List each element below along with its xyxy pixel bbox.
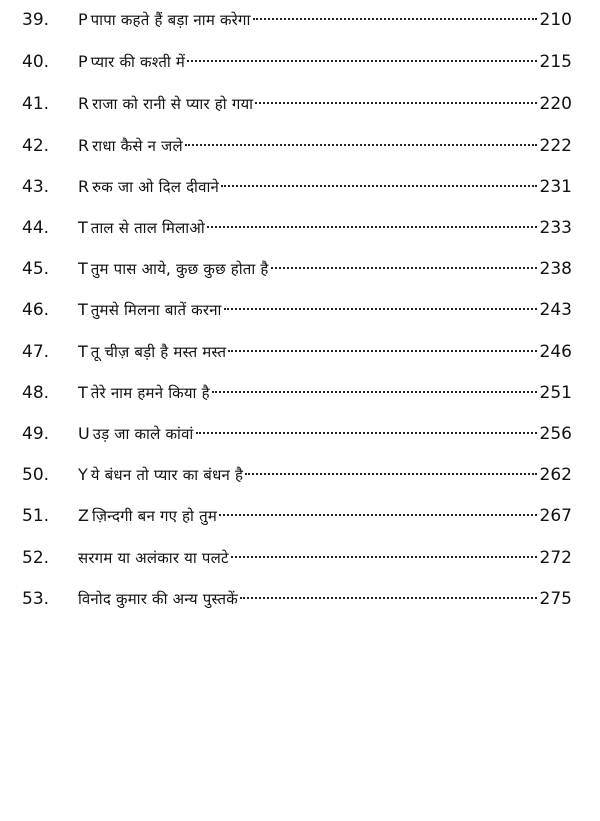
entry-number: 40. [22,52,50,72]
entry-title: तू चीज़ बड़ी है मस्त मस्त [90,343,227,361]
entry-title: ये बंधन तो प्यार का बंधन है [90,466,244,484]
toc-entry [78,503,572,529]
entry-title: तेरे नाम हमने किया है [90,384,210,402]
entry-number: 48. [22,383,50,403]
entry-title: ताल से ताल मिलाओ [90,219,205,237]
toc-row [0,380,600,406]
entry-page-number: 231 [539,177,572,197]
entry-title: विनोद कुमार की अन्य पुस्तकें [78,590,238,608]
entry-page-number: 210 [539,10,572,30]
toc-row [0,421,600,447]
entry-page-number: 246 [539,342,572,362]
toc-entry [78,215,572,241]
dot-leader [196,432,537,434]
toc-entry [78,174,572,200]
entry-page-number: 233 [539,218,572,238]
dot-leader [228,350,536,352]
entry-number: 44. [22,218,50,238]
toc-row [0,462,600,488]
entry-letter: T [78,342,88,361]
entry-page-number: 272 [539,548,572,568]
entry-number: 46. [22,300,50,320]
entry-letter: Z [78,506,89,525]
entry-title: राधा कैसे न जले [92,137,183,155]
entry-number: 41. [22,94,50,114]
entry-number: 52. [22,548,50,568]
entry-number: 47. [22,342,50,362]
entry-title: तुम पास आये, कुछ कुछ होता है [90,260,269,278]
dot-leader [207,226,537,228]
entry-number: 45. [22,259,50,279]
toc-entry [78,91,572,117]
entry-title: पापा कहते हैं बड़ा नाम करेगा [90,11,251,29]
toc-row [0,91,600,117]
entry-page-number: 243 [539,300,572,320]
entry-page-number: 220 [539,94,572,114]
entry-number: 53. [22,589,50,609]
entry-letter: Y [78,465,88,484]
entry-letter: R [78,94,90,113]
toc-entry [78,421,572,447]
dot-leader [245,473,536,475]
toc-entry [78,133,572,159]
entry-number: 42. [22,136,50,156]
toc-entry [78,380,572,406]
entry-letter: R [78,177,90,196]
toc-entry [78,545,572,571]
toc-row [0,49,600,75]
entry-page-number: 267 [539,506,572,526]
toc-row [0,7,600,33]
entry-number: 50. [22,465,50,485]
entry-page-number: 251 [539,383,572,403]
entry-title: उड़ जा काले कांवां [92,425,194,443]
dot-leader [231,556,537,558]
toc-entry [78,7,572,33]
entry-letter: P [78,52,88,71]
dot-leader [212,391,537,393]
toc-row [0,133,600,159]
toc-entry [78,339,572,365]
entry-letter: U [78,424,90,443]
entry-page-number: 238 [539,259,572,279]
entry-letter: T [78,383,88,402]
dot-leader [224,308,537,310]
toc-row [0,174,600,200]
entry-number: 51. [22,506,50,526]
toc-row [0,586,600,612]
toc-entry [78,462,572,488]
toc-entry [78,586,572,612]
entry-letter: T [78,300,88,319]
entry-letter: T [78,218,88,237]
entry-page-number: 256 [539,424,572,444]
entry-number: 39. [22,10,50,30]
entry-title: ज़िन्दगी बन गए हो तुम [91,507,217,525]
dot-leader [255,102,536,104]
toc-entry [78,297,572,323]
entry-letter: T [78,259,88,278]
toc-row [0,503,600,529]
toc-row [0,215,600,241]
entry-title: प्यार की कश्ती में [90,53,186,71]
entry-letter: R [78,136,90,155]
entry-page-number: 262 [539,465,572,485]
entry-page-number: 275 [539,589,572,609]
entry-title: रुक जा ओ दिल दीवाने [92,178,220,196]
dot-leader [253,18,537,20]
dot-leader [221,185,536,187]
toc-row [0,256,600,282]
dot-leader [271,267,537,269]
dot-leader [240,597,537,599]
entry-number: 49. [22,424,50,444]
entry-title: सरगम या अलंकार या पलटे [78,549,229,567]
toc-row [0,339,600,365]
toc-row [0,545,600,571]
entry-letter: P [78,10,88,29]
toc-row [0,297,600,323]
dot-leader [185,144,537,146]
dot-leader [219,514,537,516]
toc-entry [78,256,572,282]
entry-title: राजा को रानी से प्यार हो गया [92,95,254,113]
dot-leader [187,60,536,62]
entry-page-number: 215 [539,52,572,72]
toc-entry [78,49,572,75]
entry-page-number: 222 [539,136,572,156]
entry-number: 43. [22,177,50,197]
entry-title: तुमसे मिलना बातें करना [90,301,222,319]
